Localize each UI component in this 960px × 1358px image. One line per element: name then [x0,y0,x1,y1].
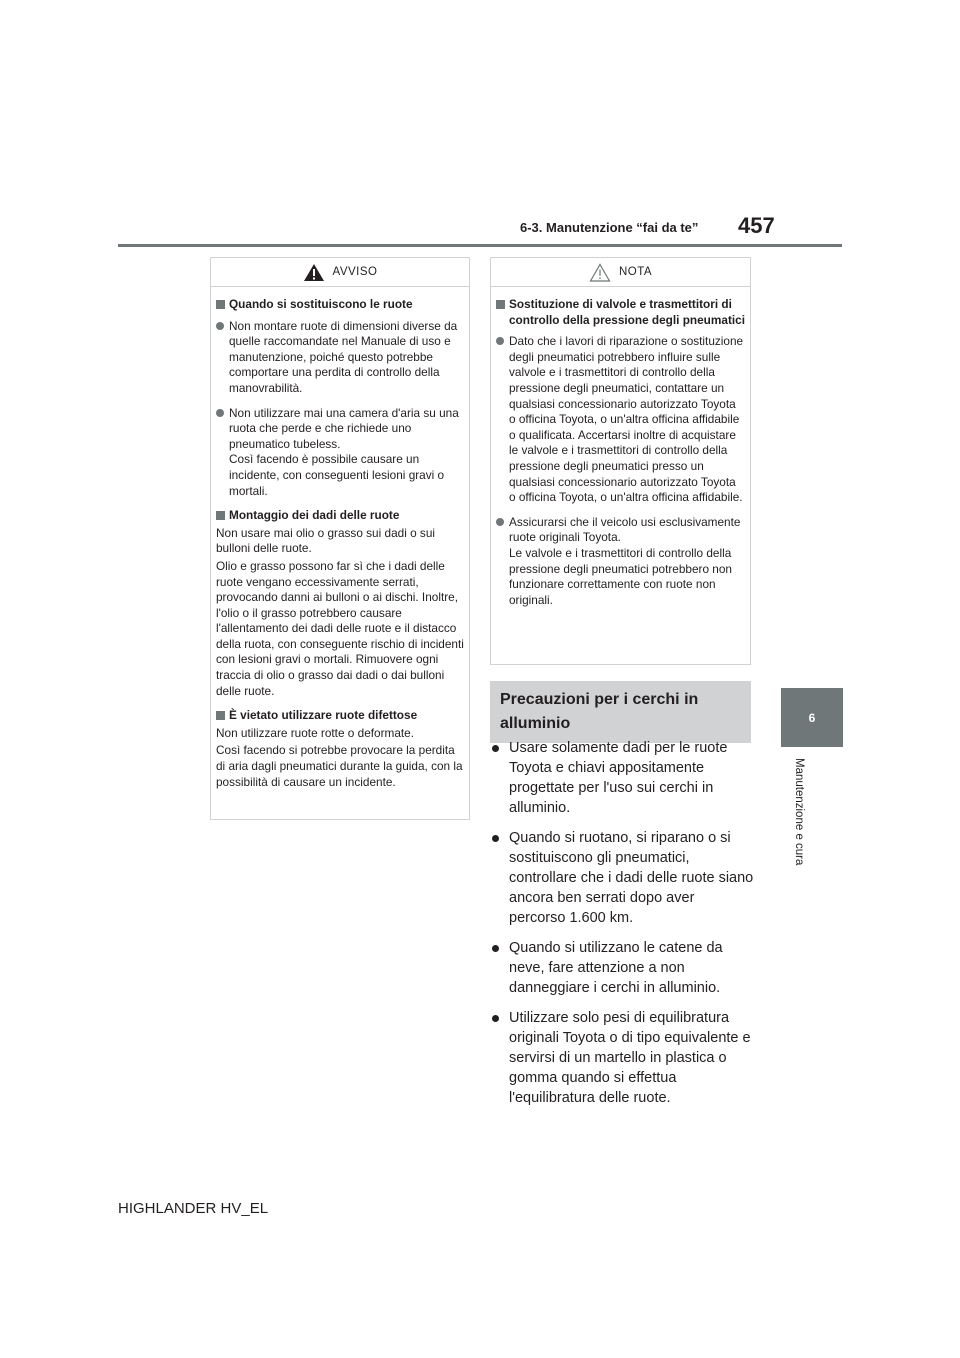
chapter-label: Manutenzione e cura [793,758,805,866]
warning-triangle-icon [303,263,325,282]
note-bullet: Dato che i lavori di riparazione o sostituzione degli pneumatici potrebbero influire sulle valvole e i trasmettitori di controllo della pressione degli pneumatici, contattare un qualsiasi concessionario autorizzato Toyota o officina Toyota, o un'altra officina affidabile o qualificata. Accertarsi inoltre di acquistare le valvole e i trasmettitori di controllo della pressione degli pneumatici presso un qualsiasi concessionario autorizzato Toyota o officina Toyota, o un'altra officina affidabile. [496,334,745,506]
warning-subheading: Quando si sostituiscono le ruote [216,297,464,313]
warning-paragraph: Non usare mai olio o grasso sui dadi o sui bulloni delle ruote. [216,525,436,556]
note-subheading: Sostituzione di valvole e trasmettitori di controllo della pressione degli pneumatici [496,297,745,328]
warning-box-title: AVVISO [332,266,378,278]
footer-model: HIGHLANDER HV_EL [118,1200,269,1217]
note-bullet: Assicurarsi che il veicolo usi esclusivamente ruote originali Toyota. Le valvole e i trasmettitori di controllo della pressione degli pneumatici potrebbero non funzionare correttamente con ruote non originali. [496,515,745,609]
page-number: 457 [738,213,775,238]
chapter-number: 6 [808,710,816,725]
warning-bullet: Non montare ruote di dimensioni diverse da quelle raccomandate nel Manuale di uso e manutenzione, poiché questo potrebbe comportare una perdita di controllo della manovrabilità. [216,319,464,397]
warning-paragraph: Non utilizzare ruote rotte o deformate. [216,725,415,740]
warning-bullet: Non utilizzare mai una camera d'aria su una ruota che perde e che richiede uno pneumatico tubeless. Così facendo è possibile causare un incidente, con conseguenti lesioni gravi o mortali. [216,406,464,500]
warning-box [210,257,470,820]
warning-paragraph: Olio e grasso possono far sì che i dadi delle ruote vengano eccessivamente serrati, provocando danni ai bulloni o ai dischi. Inoltre, l'olio o il grasso potrebbero causare l'allentamento dei dadi delle ruote e il distacco della ruota, con conseguente rischio di incidenti con lesioni gravi o mortali. Rimuovere ogni traccia di olio o grasso dai dadi o dai bulloni delle ruote. [216,558,464,698]
warning-paragraph: Così facendo si potrebbe provocare la perdita di aria dagli pneumatici durante la guida, con la possibilità di causare un incidente. [216,743,463,789]
caution-triangle-icon [589,263,611,282]
note-box-header [491,258,750,287]
section-title: 6-3. Manutenzione “fai da te” [520,220,699,235]
section-heading: Precauzioni per i cerchi in alluminio [490,681,751,743]
header-rule [118,244,842,247]
note-box [490,257,751,665]
list-item: Quando si ruotano, si riparano o si sostituiscono gli pneumatici, controllare che i dadi delle ruote siano ancora ben serrati dopo aver percorso 1.600 km. [492,828,754,928]
note-box-title: NOTA [618,266,653,278]
section-list [492,738,754,1118]
list-item: Usare solamente dadi per le ruote Toyota e chiavi appositamente progettate per l'uso sui cerchi in alluminio. [492,738,754,818]
chapter-tab [781,688,843,747]
list-item: Quando si utilizzano le catene da neve, fare attenzione a non danneggiare i cerchi in alluminio. [492,938,754,998]
warning-subheading: Montaggio dei dadi delle ruote [216,508,464,524]
warning-subheading: È vietato utilizzare ruote difettose [216,708,464,724]
warning-box-header [211,258,469,287]
list-item: Utilizzare solo pesi di equilibratura originali Toyota o di tipo equivalente e servirsi di un martello in plastica o gomma quando si effettua l'equilibratura delle ruote. [492,1008,754,1108]
